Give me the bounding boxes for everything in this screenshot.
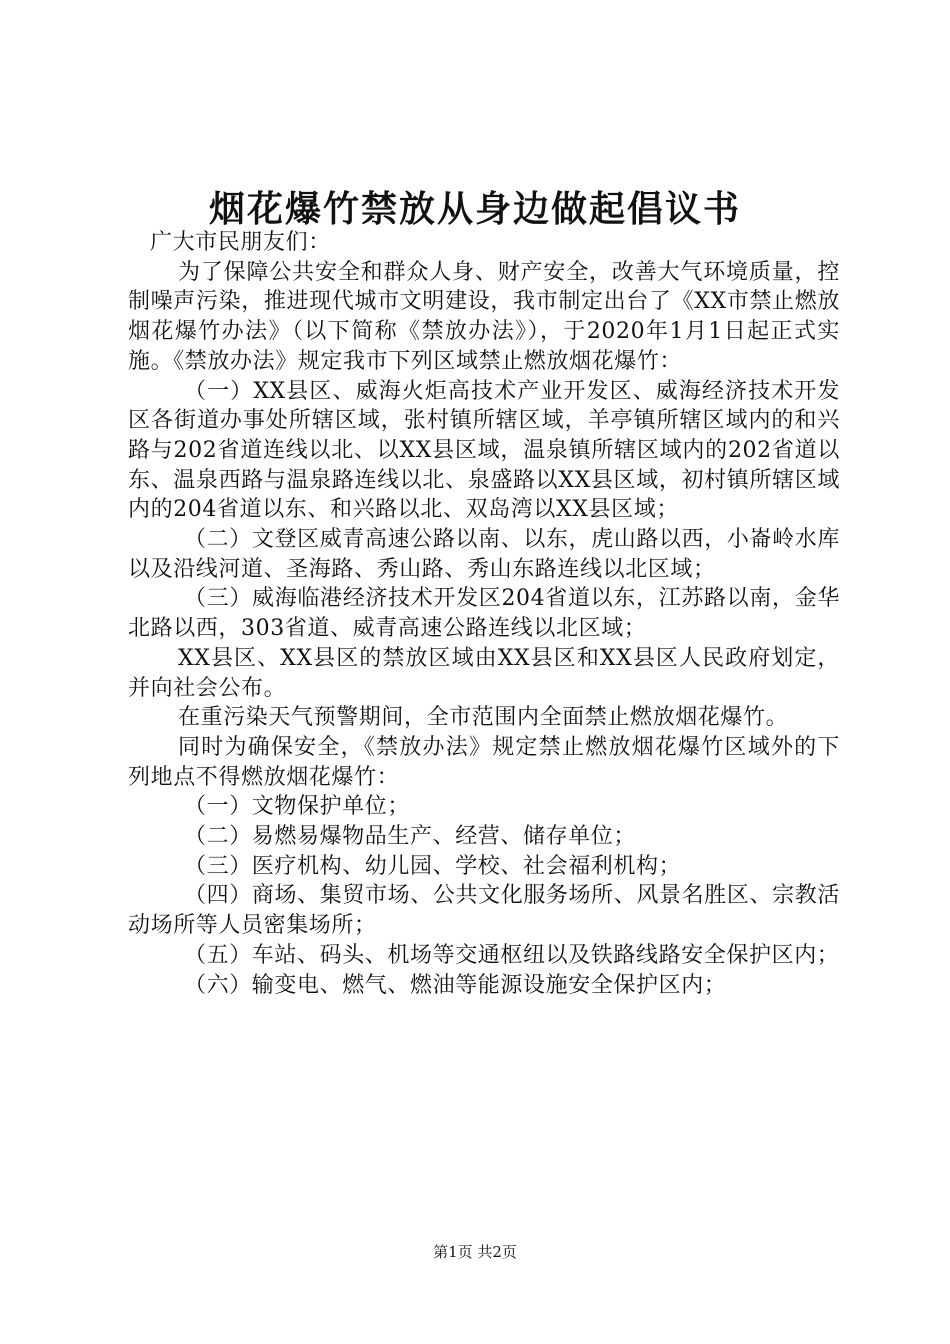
- list-item-location-2: （二）易燃易爆物品生产、经营、储存单位；: [184, 824, 637, 850]
- paragraph-zone-1: （一）XX县区、威海火炬高技术产业开发区、威海经济技术开发区各街道办事处所辖区域，张村镇所辖区域，羊亭镇所辖区域内的和兴路与202省道连线以北、以XX县区域，温泉镇所辖区域内的202省道以东、温泉西路与温泉路连线以北、泉盛路以XX县区域，初村镇所辖区域内的204省道以东、和兴路以北、双岛湾以XX县区域；: [128, 378, 840, 523]
- list-item-location-5: （五）车站、码头、机场等交通枢纽以及铁路线路安全保护区内；: [184, 942, 840, 968]
- document-body: [128, 228, 840, 1000]
- page-title: 烟花爆竹禁放从身边做起倡议书: [208, 188, 741, 230]
- paragraph-other-locations: 同时为确保安全，《禁放办法》规定禁止燃放烟花爆竹区域外的下列地点不得燃放烟花爆竹：: [128, 734, 840, 790]
- paragraph-zone-3: （三）威海临港经济技术开发区204省道以东，江苏路以南，金华北路以西，303省道、威青高速公路连线以北区域；: [128, 586, 840, 642]
- page-number-footer: 第1页 共2页: [433, 1243, 517, 1261]
- greeting: 广大市民朋友们：: [150, 230, 331, 255]
- list-item-location-4: （四）商场、集贸市场、公共文化服务场所、风景名胜区、宗教活动场所等人员密集场所；: [128, 883, 840, 939]
- list-item-location-3: （三）医疗机构、幼儿园、学校、社会福利机构；: [184, 853, 682, 879]
- list-item-location-1: （一）文物保护单位；: [184, 794, 411, 820]
- paragraph-pollution-warning: 在重污染天气预警期间，全市范围内全面禁止燃放烟花爆竹。: [178, 705, 789, 731]
- paragraph-county-zones: XX县区、XX县区的禁放区域由XX县区和XX县区人民政府划定，并向社会公布。: [128, 645, 840, 701]
- paragraph-intro: 为了保障公共安全和群众人身、财产安全，改善大气环境质量，控制噪声污染，推进现代城市文明建设，我市制定出台了《XX市禁止燃放烟花爆竹办法》（以下简称《禁放办法》），于2020年1月1日起正式实施。《禁放办法》规定我市下列区域禁止燃放烟花爆竹：: [128, 259, 840, 374]
- list-item-location-6: （六）输变电、燃气、燃油等能源设施安全保护区内；: [184, 972, 727, 998]
- paragraph-zone-2: （二）文登区威青高速公路以南、以东，虎山路以西，小崙岭水库以及沿线河道、圣海路、秀山路、秀山东路连线以北区域；: [128, 527, 840, 582]
